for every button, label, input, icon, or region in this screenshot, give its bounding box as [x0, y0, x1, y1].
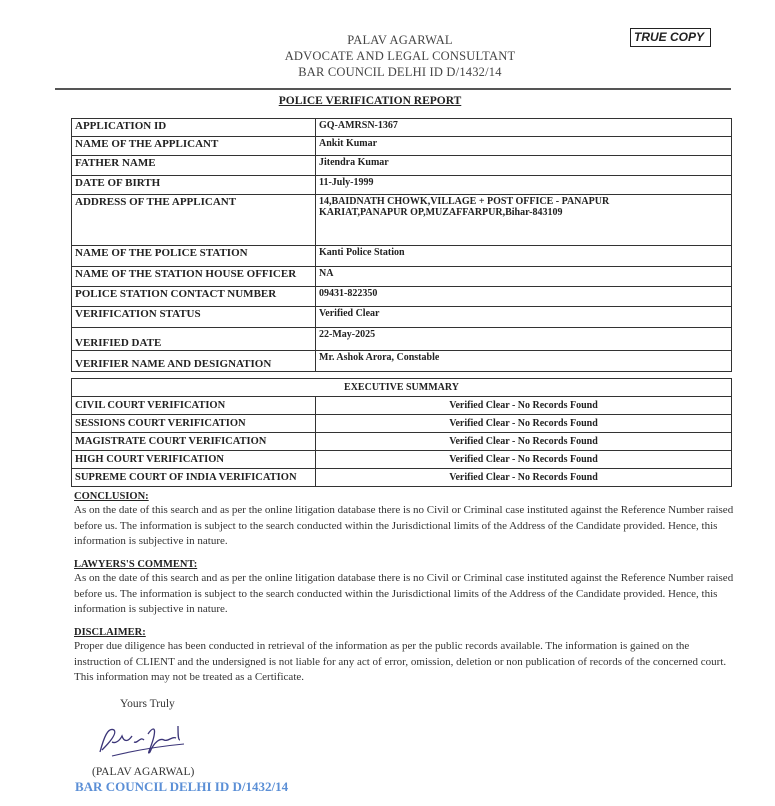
- signatory-name: (PALAV AGARWAL): [92, 766, 195, 778]
- table-row: [72, 156, 732, 176]
- conclusion-heading: CONCLUSION:: [74, 491, 149, 502]
- row-label: NAME OF THE POLICE STATION: [72, 246, 316, 267]
- lawyers-comment-heading: LAWYERS'S COMMENT:: [74, 559, 198, 570]
- disclaimer-heading: DISCLAIMER:: [74, 627, 146, 638]
- row-value: 09431-822350: [316, 287, 732, 307]
- row-label: VERIFICATION STATUS: [72, 307, 316, 328]
- row-label: NAME OF THE STATION HOUSE OFFICER: [72, 267, 316, 287]
- table-row: [72, 176, 732, 195]
- row-label: MAGISTRATE COURT VERIFICATION: [72, 433, 316, 451]
- row-label: VERIFIER NAME AND DESIGNATION: [72, 351, 316, 372]
- details-table: [71, 118, 732, 372]
- row-value: Verified Clear - No Records Found: [316, 415, 732, 433]
- row-value: Verified Clear - No Records Found: [316, 397, 732, 415]
- row-value: Ankit Kumar: [316, 137, 732, 156]
- table-row: [72, 397, 732, 415]
- signatory-bar-id: BAR COUNCIL DELHI ID D/1432/14: [75, 779, 289, 794]
- row-value: 22-May-2025: [316, 328, 732, 351]
- table-row: [72, 307, 732, 328]
- letterhead-designation: ADVOCATE AND LEGAL CONSULTANT: [284, 49, 516, 63]
- disclaimer-section: [74, 626, 734, 686]
- table-row: [72, 469, 732, 487]
- row-value: Mr. Ashok Arora, Constable: [316, 351, 732, 372]
- row-value: Verified Clear - No Records Found: [316, 469, 732, 487]
- row-value: GQ-AMRSN-1367: [316, 119, 732, 137]
- table-row: [72, 351, 732, 372]
- lawyers-comment-section: [74, 558, 734, 618]
- summary-heading: EXECUTIVE SUMMARY: [72, 379, 732, 397]
- table-row: [72, 328, 732, 351]
- table-row: [72, 415, 732, 433]
- row-label: VERIFIED DATE: [72, 328, 316, 351]
- conclusion-text: As on the date of this search and as per the online litigation database there is no Civil or Criminal case instituted against the Reference Number raised before us. The information is subject to the search conducted within the Jurisdictional limits of the Address of the Candidate provided. Hence, this information is subjective in nature.: [74, 504, 734, 547]
- row-label: NAME OF THE APPLICANT: [72, 137, 316, 156]
- summary-heading-row: [72, 379, 732, 397]
- report-title: POLICE VERIFICATION REPORT: [278, 95, 462, 107]
- row-label: FATHER NAME: [72, 156, 316, 176]
- letterhead-name: PALAV AGARWAL: [347, 33, 453, 47]
- row-label: ADDRESS OF THE APPLICANT: [72, 195, 316, 246]
- row-label: DATE OF BIRTH: [72, 176, 316, 195]
- row-value: Jitendra Kumar: [316, 156, 732, 176]
- true-copy-stamp: TRUE COPY: [630, 28, 711, 47]
- row-value: 11-July-1999: [316, 176, 732, 195]
- table-row: [72, 267, 732, 287]
- row-label: POLICE STATION CONTACT NUMBER: [72, 287, 316, 307]
- conclusion-section: [74, 490, 734, 550]
- row-label: SUPREME COURT OF INDIA VERIFICATION: [72, 469, 316, 487]
- row-label: SESSIONS COURT VERIFICATION: [72, 415, 316, 433]
- row-value: Verified Clear: [316, 307, 732, 328]
- row-value: Verified Clear - No Records Found: [316, 451, 732, 469]
- letterhead-bar-id: BAR COUNCIL DELHI ID D/1432/14: [298, 65, 502, 79]
- table-row: [72, 137, 732, 156]
- table-row: [72, 195, 732, 246]
- executive-summary-table: [71, 378, 732, 487]
- table-row: [72, 433, 732, 451]
- row-label: HIGH COURT VERIFICATION: [72, 451, 316, 469]
- lawyers-comment-text: As on the date of this search and as per the online litigation database there is no Civil or Criminal case instituted against the Reference Number raised before us. The information is subject to the search conducted within the Jurisdictional limits of the Address of the Candidate provided. Hence, this information is subjective in nature.: [74, 572, 734, 615]
- row-value: 14,BAIDNATH CHOWK,VILLAGE + POST OFFICE - PANAPUR KARIAT,PANAPUR OP,MUZAFFARPUR,Bihar-843109: [316, 195, 732, 246]
- row-value: Kanti Police Station: [316, 246, 732, 267]
- table-row: [72, 451, 732, 469]
- disclaimer-text: Proper due diligence has been conducted in retrieval of the information as per the public records available. The information is gained on the instruction of CLIENT and the undersigned is not liable for any act of error, omission, deletion or non publication of records of the concerned court. This information may not be treated as a Certificate.: [74, 640, 727, 683]
- table-row: [72, 246, 732, 267]
- table-row: [72, 287, 732, 307]
- row-value: Verified Clear - No Records Found: [316, 433, 732, 451]
- row-label: APPLICATION ID: [72, 119, 316, 137]
- row-label: CIVIL COURT VERIFICATION: [72, 397, 316, 415]
- closing: Yours Truly: [120, 698, 175, 710]
- signature-image: [92, 722, 192, 764]
- table-row: [72, 119, 732, 137]
- header-divider: [55, 88, 731, 90]
- row-value: NA: [316, 267, 732, 287]
